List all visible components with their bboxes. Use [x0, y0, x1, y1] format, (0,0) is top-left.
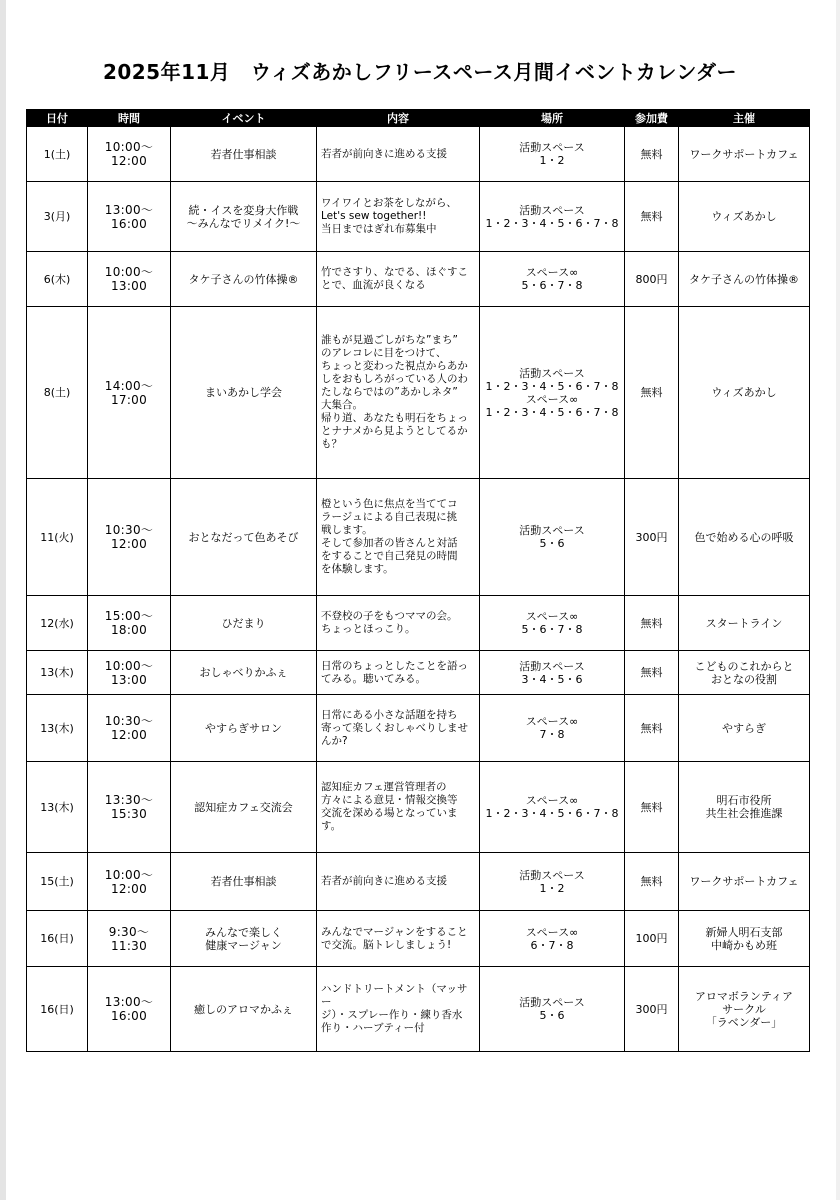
date-cell: 13(木): [27, 762, 88, 853]
table-row: [27, 651, 810, 695]
page-right-edge: [836, 0, 840, 1200]
content-cell: 不登校の子をもつママの会。 ちょっとほっこり。: [317, 596, 480, 651]
host-cell: 明石市役所 共生社会推進課: [679, 762, 810, 853]
header-date: 日付: [27, 110, 88, 127]
date-cell: 12(水): [27, 596, 88, 651]
place-cell: スペース∞ 1・2・3・4・5・6・7・8: [480, 762, 625, 853]
date-cell: 11(火): [27, 479, 88, 596]
event-cell: 癒しのアロマかふぇ: [171, 967, 317, 1052]
content-cell: 竹でさすり、なでる、ほぐすことで、血流が良くなる: [317, 252, 480, 307]
content-cell: 日常にある小さな話題を持ち 寄って楽しくおしゃべりしませ んか?: [317, 695, 480, 762]
fee-cell: 無料: [625, 596, 679, 651]
place-cell: スペース∞ 7・8: [480, 695, 625, 762]
table-row: [27, 479, 810, 596]
place-cell: 活動スペース 1・2・3・4・5・6・7・8: [480, 182, 625, 252]
host-cell: こどものこれからと おとなの役割: [679, 651, 810, 695]
date-cell: 1(土): [27, 127, 88, 182]
date-cell: 13(木): [27, 651, 88, 695]
header-event: イベント: [171, 110, 317, 127]
time-cell: 13:30～ 15:30: [88, 762, 171, 853]
place-cell: スペース∞ 6・7・8: [480, 911, 625, 967]
place-cell: 活動スペース 1・2: [480, 853, 625, 911]
table-row: [27, 307, 810, 479]
date-cell: 3(月): [27, 182, 88, 252]
place-cell: 活動スペース 1・2: [480, 127, 625, 182]
header-content: 内容: [317, 110, 480, 127]
event-cell: やすらぎサロン: [171, 695, 317, 762]
header-place: 場所: [480, 110, 625, 127]
fee-cell: 無料: [625, 762, 679, 853]
time-cell: 13:00～ 16:00: [88, 967, 171, 1052]
table-row: [27, 967, 810, 1052]
place-cell: スペース∞ 5・6・7・8: [480, 596, 625, 651]
host-cell: タケ子さんの竹体操®: [679, 252, 810, 307]
fee-cell: 無料: [625, 651, 679, 695]
event-calendar-table: [26, 109, 810, 1052]
time-cell: 15:00～ 18:00: [88, 596, 171, 651]
place-cell: 活動スペース 5・6: [480, 479, 625, 596]
event-cell: 若者仕事相談: [171, 127, 317, 182]
fee-cell: 無料: [625, 127, 679, 182]
fee-cell: 無料: [625, 853, 679, 911]
fee-cell: 300円: [625, 967, 679, 1052]
time-cell: 10:00～ 12:00: [88, 853, 171, 911]
fee-cell: 800円: [625, 252, 679, 307]
event-cell: 続・イスを変身大作戦 ～みんなでリメイク!～: [171, 182, 317, 252]
time-cell: 10:00～ 13:00: [88, 651, 171, 695]
table-header-row: [27, 110, 810, 127]
date-cell: 8(土): [27, 307, 88, 479]
header-fee: 参加費: [625, 110, 679, 127]
event-cell: ひだまり: [171, 596, 317, 651]
table-row: [27, 762, 810, 853]
page-title: 2025年11月 ウィズあかしフリースペース月間イベントカレンダー: [102, 60, 738, 84]
host-cell: アロマボランティア サークル 「ラベンダー」: [679, 967, 810, 1052]
host-cell: スタートライン: [679, 596, 810, 651]
table-row: [27, 695, 810, 762]
host-cell: 色で始める心の呼吸: [679, 479, 810, 596]
page-left-edge: [0, 0, 6, 1200]
host-cell: 新婦人明石支部 中崎かもめ班: [679, 911, 810, 967]
content-cell: 認知症カフェ運営管理者の 方々による意見・情報交換等 交流を深める場となっていま す。: [317, 762, 480, 853]
content-cell: 日常のちょっとしたことを語っ てみる。聴いてみる。: [317, 651, 480, 695]
event-cell: タケ子さんの竹体操®: [171, 252, 317, 307]
content-cell: ワイワイとお茶をしながら、 Let's sew together!! 当日まではぎれ布募集中: [317, 182, 480, 252]
content-cell: ハンドトリートメント（マッサー ジ）・スプレー作り・練り香水 作り・ハーブティー付: [317, 967, 480, 1052]
table-row: [27, 127, 810, 182]
event-cell: おしゃべりかふぇ: [171, 651, 317, 695]
time-cell: 10:00～ 12:00: [88, 127, 171, 182]
header-host: 主催: [679, 110, 810, 127]
host-cell: やすらぎ: [679, 695, 810, 762]
event-cell: おとなだって色あそび: [171, 479, 317, 596]
place-cell: 活動スペース 5・6: [480, 967, 625, 1052]
time-cell: 9:30～ 11:30: [88, 911, 171, 967]
place-cell: 活動スペース 1・2・3・4・5・6・7・8 スペース∞ 1・2・3・4・5・6・7・8: [480, 307, 625, 479]
event-cell: 若者仕事相談: [171, 853, 317, 911]
table-row: [27, 252, 810, 307]
fee-cell: 300円: [625, 479, 679, 596]
place-cell: スペース∞ 5・6・7・8: [480, 252, 625, 307]
date-cell: 13(木): [27, 695, 88, 762]
header-time: 時間: [88, 110, 171, 127]
table-row: [27, 182, 810, 252]
date-cell: 6(木): [27, 252, 88, 307]
date-cell: 16(日): [27, 911, 88, 967]
fee-cell: 100円: [625, 911, 679, 967]
date-cell: 16(日): [27, 967, 88, 1052]
host-cell: ワークサポートカフェ: [679, 127, 810, 182]
content-cell: 若者が前向きに進める支援: [317, 853, 480, 911]
fee-cell: 無料: [625, 182, 679, 252]
content-cell: 若者が前向きに進める支援: [317, 127, 480, 182]
time-cell: 10:00～ 13:00: [88, 252, 171, 307]
table-row: [27, 596, 810, 651]
fee-cell: 無料: [625, 307, 679, 479]
time-cell: 14:00～ 17:00: [88, 307, 171, 479]
date-cell: 15(土): [27, 853, 88, 911]
table-row: [27, 853, 810, 911]
content-cell: みんなでマージャンをすること で交流。脳トレしましょう!: [317, 911, 480, 967]
event-cell: みんなで楽しく 健康マージャン: [171, 911, 317, 967]
content-cell: 誰もが見過ごしがちな”まち” のアレコレに目をつけて、 ちょっと変わった視点からあか しをおもしろがっている人のわ たしならではの”あかしネタ” 大集合。 帰り道、あなたも明石をちょっ とナナメから見ようとしてるか も？: [317, 307, 480, 479]
time-cell: 13:00～ 16:00: [88, 182, 171, 252]
table-row: [27, 911, 810, 967]
event-cell: 認知症カフェ交流会: [171, 762, 317, 853]
host-cell: ワークサポートカフェ: [679, 853, 810, 911]
content-cell: 橙という色に焦点を当ててコ ラージュによる自己表現に挑 戦します。 そして参加者の皆さんと対話 をすることで自己発見の時間 を体験します。: [317, 479, 480, 596]
event-cell: まいあかし学会: [171, 307, 317, 479]
host-cell: ウィズあかし: [679, 307, 810, 479]
time-cell: 10:30～ 12:00: [88, 695, 171, 762]
time-cell: 10:30～ 12:00: [88, 479, 171, 596]
fee-cell: 無料: [625, 695, 679, 762]
place-cell: 活動スペース 3・4・5・6: [480, 651, 625, 695]
host-cell: ウィズあかし: [679, 182, 810, 252]
